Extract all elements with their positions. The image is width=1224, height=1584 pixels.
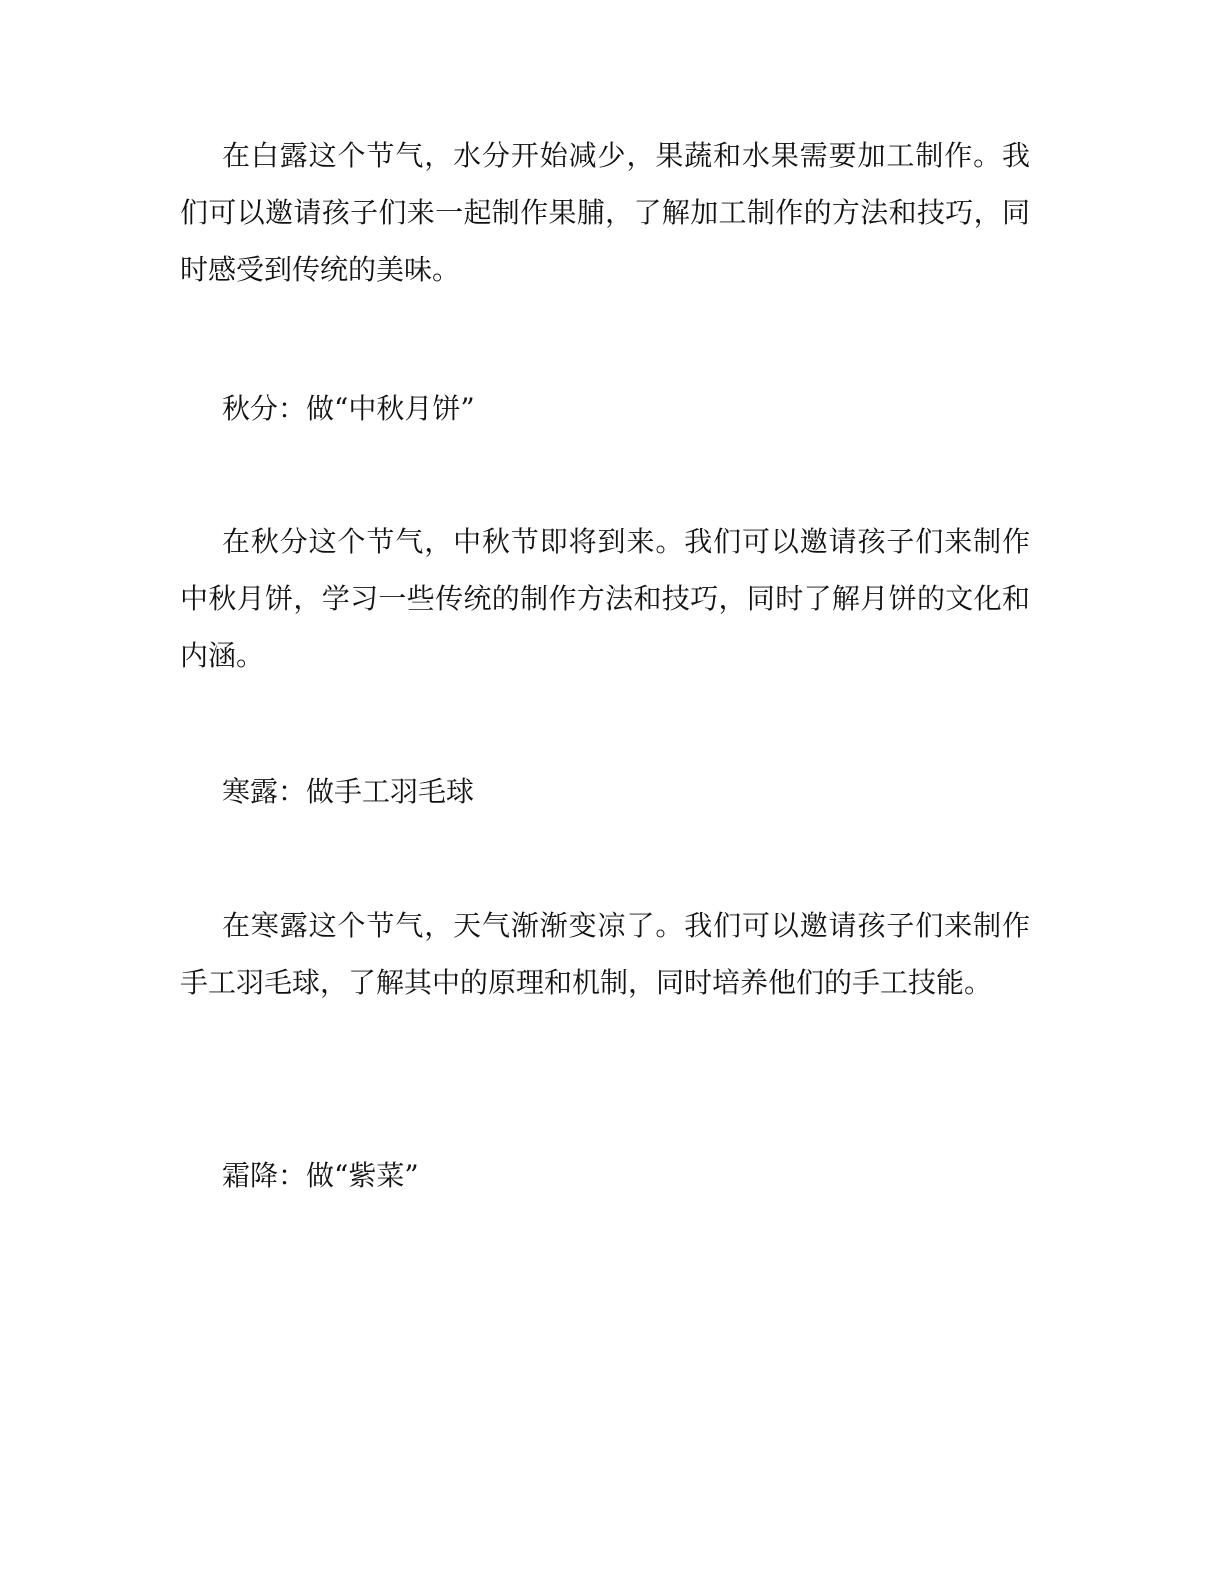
paragraph-bailu: 在白露这个节气，水分开始减少，果蔬和水果需要加工制作。我们可以邀请孩子们来一起制作果脯，了解加工制作的方法和技巧，同时感受到传统的美味。 <box>180 139 1030 286</box>
paragraph-qiufen: 在秋分这个节气，中秋节即将到来。我们可以邀请孩子们来制作中秋月饼，学习一些传统的制作方法和技巧，同时了解月饼的文化和内涵。 <box>180 525 1030 672</box>
heading-hanlu: 寒露：做手工羽毛球 <box>222 775 475 808</box>
heading-shuangjiang: 霜降：做“紫菜” <box>222 1159 419 1192</box>
paragraph-hanlu: 在寒露这个节气，天气渐渐变凉了。我们可以邀请孩子们来制作手工羽毛球，了解其中的原理和机制，同时培养他们的手工技能。 <box>180 909 1030 999</box>
heading-qiufen: 秋分：做“中秋月饼” <box>222 392 475 425</box>
